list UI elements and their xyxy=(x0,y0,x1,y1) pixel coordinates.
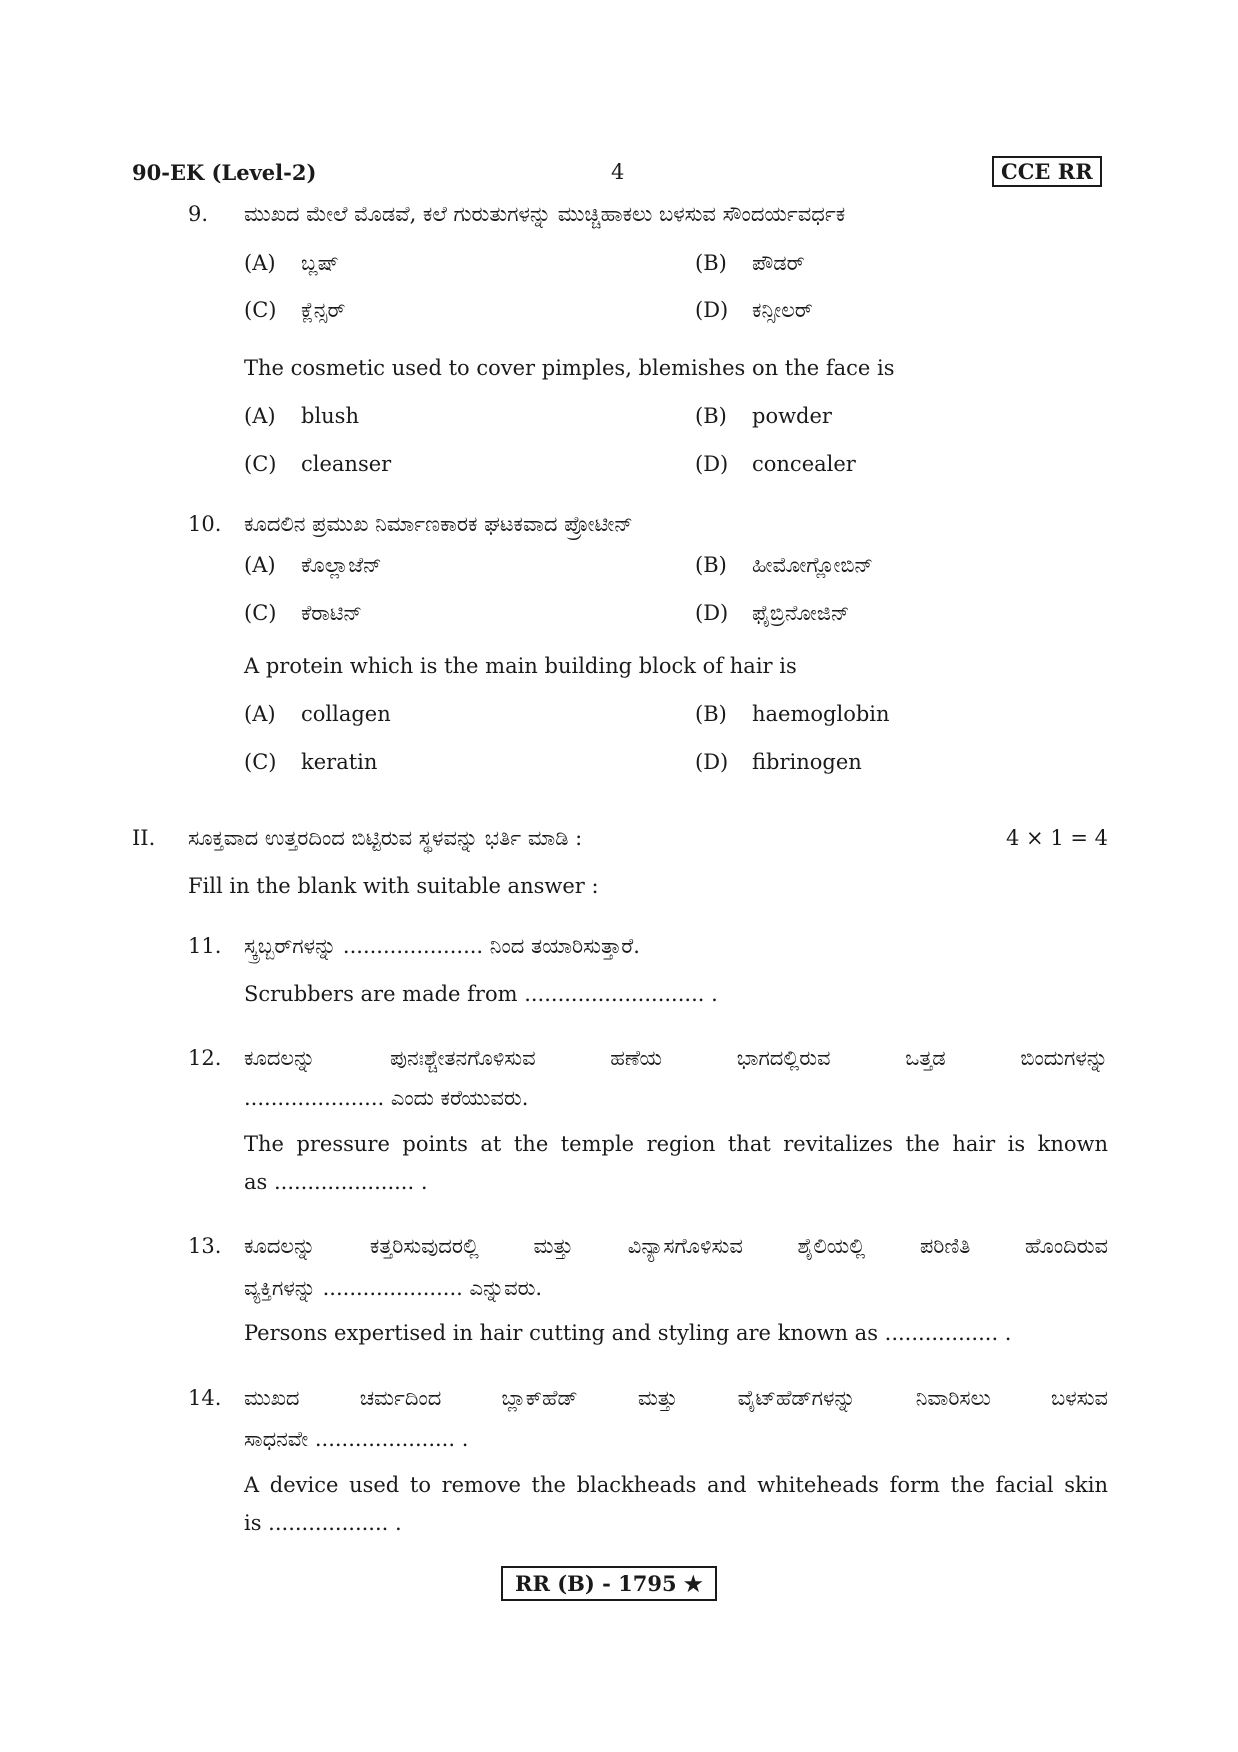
section-instruction-kannada: ಸೂಕ್ತವಾದ ಉತ್ತರದಿಂದ ಬಿಟ್ಟಿರುವ ಸ್ಥಳವನ್ನು ಭರ್ತಿ ಮಾಡಿ : xyxy=(188,826,583,850)
page-number: 4 xyxy=(611,160,625,184)
option-key: (A) xyxy=(244,553,276,577)
option-text: ಕನ್ಸೀಲರ್ xyxy=(752,298,813,322)
footer-code: RR (B) - 1795 ★ xyxy=(501,1566,717,1601)
option-key: (D) xyxy=(695,601,729,625)
option-text: concealer xyxy=(752,452,856,476)
question-number: 9. xyxy=(188,202,209,226)
option-key: (A) xyxy=(244,251,276,275)
option-key: (C) xyxy=(244,452,277,476)
question-number: 13. xyxy=(188,1234,222,1258)
option-key: (C) xyxy=(244,750,277,774)
option-key: (D) xyxy=(695,750,729,774)
option-text: collagen xyxy=(301,702,391,726)
question-text-kannada-cont: ವ್ಯಕ್ತಿಗಳನ್ನು ..................... ಎನ್ನುವರು. xyxy=(244,1276,543,1300)
option-text: powder xyxy=(752,404,832,428)
option-text: keratin xyxy=(301,750,378,774)
option-text: ಹೀಮೋಗ್ಲೋಬಿನ್ xyxy=(752,553,873,577)
option-text: ಕ್ಲೆನ್ಸರ್ xyxy=(301,298,346,322)
option-key: (B) xyxy=(695,251,727,275)
option-key: (D) xyxy=(695,452,729,476)
question-text-kannada: ಮುಖದ ಮೇಲೆ ಮೊಡವೆ, ಕಲೆ ಗುರುತುಗಳನ್ನು ಮುಚ್ಚಿಹಾಕಲು ಬಳಸುವ ಸೌಂದರ್ಯವರ್ಧಕ xyxy=(244,202,846,226)
question-text-kannada: ಕೂದಲನ್ನು ಕತ್ತರಿಸುವುದರಲ್ಲಿ ಮತ್ತು ವಿನ್ಯಾಸಗೊಳಿಸುವ ಶೈಲಿಯಲ್ಲಿ ಪರಿಣಿತಿ ಹೊಂದಿರುವ xyxy=(244,1234,1108,1258)
option-key: (C) xyxy=(244,601,277,625)
paper-badge: CCE RR xyxy=(992,156,1102,187)
option-key: (B) xyxy=(695,702,727,726)
section-instruction-english: Fill in the blank with suitable answer : xyxy=(188,874,599,898)
question-text-english: Scrubbers are made from ........................... . xyxy=(244,982,718,1006)
option-text: fibrinogen xyxy=(752,750,862,774)
option-key: (A) xyxy=(244,702,276,726)
question-number: 12. xyxy=(188,1046,222,1070)
question-text-kannada: ಕೂದಲಿನ ಪ್ರಮುಖ ನಿರ್ಮಾಣಕಾರಕ ಘಟಕವಾದ ಪ್ರೋಟೀನ್ xyxy=(244,512,633,536)
option-text: ಬ್ಲಷ್ xyxy=(301,251,339,275)
question-text-kannada-cont: ..................... ಎಂದು ಕರೆಯುವರು. xyxy=(244,1086,529,1110)
option-key: (B) xyxy=(695,553,727,577)
question-text-kannada: ಮುಖದ ಚರ್ಮದಿಂದ ಬ್ಲಾಕ್‌ಹೆಡ್ ಮತ್ತು ವೈಟ್‌ಹೆಡ್‌ಗಳನ್ನು ನಿವಾರಿಸಲು ಬಳಸುವ xyxy=(244,1386,1108,1410)
question-number: 11. xyxy=(188,934,222,958)
option-key: (C) xyxy=(244,298,277,322)
option-key: (D) xyxy=(695,298,729,322)
question-text-kannada: ಸ್ಕ್ರಬ್ಬರ್‌ಗಳನ್ನು ..................... ನಿಂದ ತಯಾರಿಸುತ್ತಾರೆ. xyxy=(244,934,640,958)
option-text: ಕೆರಾಟಿನ್ xyxy=(301,601,363,625)
paper-code: 90-EK (Level-2) xyxy=(132,160,317,185)
option-text: ಫೈಬ್ರಿನೋಜಿನ್ xyxy=(752,601,850,625)
option-text: blush xyxy=(301,404,359,428)
option-text: ಕೊಲ್ಲಾಜೆನ್ xyxy=(301,553,382,577)
option-text: ಪೌಡರ್ xyxy=(752,251,805,275)
question-text-english: A protein which is the main building block of hair is xyxy=(244,654,797,678)
question-text-english: The pressure points at the temple region that revitalizes the hair is known xyxy=(244,1132,1108,1156)
option-text: haemoglobin xyxy=(752,702,890,726)
question-text-english-cont: as ..................... . xyxy=(244,1170,428,1194)
option-text: cleanser xyxy=(301,452,392,476)
question-text-kannada-cont: ಸಾಧನವೇ ..................... . xyxy=(244,1427,469,1451)
section-marks: 4 × 1 = 4 xyxy=(1006,826,1108,850)
question-text-kannada: ಕೂದಲನ್ನು ಪುನಃಶ್ಚೇತನಗೊಳಿಸುವ ಹಣೆಯ ಭಾಗದಲ್ಲಿರುವ ಒತ್ತಡ ಬಿಂದುಗಳನ್ನು xyxy=(244,1046,1108,1070)
question-text-english: The cosmetic used to cover pimples, blemishes on the face is xyxy=(244,356,895,380)
section-number: II. xyxy=(132,826,156,850)
question-text-english: Persons expertised in hair cutting and styling are known as ................. . xyxy=(244,1321,1012,1345)
question-number: 10. xyxy=(188,512,222,536)
question-text-english: A device used to remove the blackheads and whiteheads form the facial skin xyxy=(244,1473,1108,1497)
question-text-english-cont: is .................. . xyxy=(244,1511,402,1535)
option-key: (A) xyxy=(244,404,276,428)
question-number: 14. xyxy=(188,1386,222,1410)
option-key: (B) xyxy=(695,404,727,428)
